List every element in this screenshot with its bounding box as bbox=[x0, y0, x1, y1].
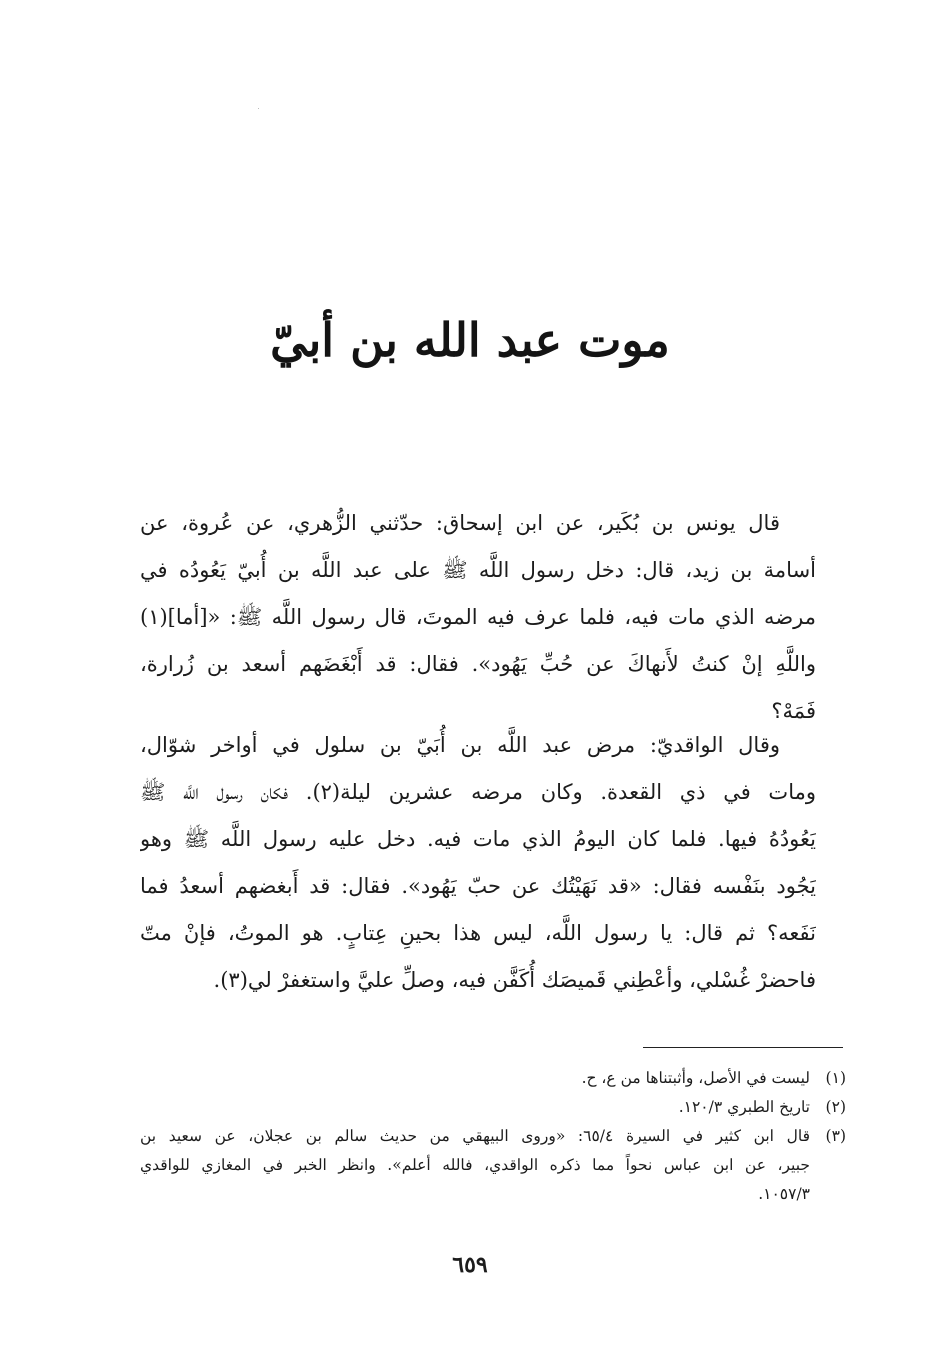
text-line: فاحضرْ غُسْلي، وأعْطِني قَميصَك أُكَفَّن فيه، وصلِّ عليَّ واستغفرْ لي(٣). bbox=[213, 968, 816, 992]
footnote-text bbox=[140, 1122, 810, 1209]
footnote-1 bbox=[140, 1064, 846, 1093]
text-line: أسامة بن زيد، قال: دخل رسول اللَّه ﷺ على عبد اللَّه بن أُبيّ يَعُودُه في bbox=[140, 558, 816, 582]
footnote-line: جبير، عن ابن عباس نحواً مما ذكره الواقدي، فالله أعلم». وانظر الخبر في المغازي للواقدي bbox=[140, 1156, 810, 1174]
footnote-number: (٢) bbox=[825, 1098, 846, 1116]
text-line: مرضه الذي مات فيه، فلما عرف فيه الموتَ، قال رسول اللَّه ﷺ: «[أما](١) bbox=[140, 605, 816, 629]
text-line: ومات في ذي القعدة. وكان مرضه عشرين ليلة(٢). فكان رسول اللَّه ﷺ bbox=[140, 780, 816, 804]
text-line: يَجُود بنَفْسه فقال: «قد نَهَيْتُك عن حبّ يَهُود». فقال: قد أَبغضهم أسعدُ فما bbox=[140, 874, 816, 898]
text-line: فَمَهْ؟ bbox=[771, 699, 816, 723]
paragraph-1 bbox=[140, 500, 816, 735]
text-line: وقال الواقديّ: مرض عبد اللَّه بن أُبَيّ بن سلول في أواخر شوّال، bbox=[140, 733, 780, 757]
text-line: نَفَعه؟ ثم قال: يا رسول اللَّه، ليس هذا بحينِ عِتابٍ. هو الموتُ، فإنْ متّ bbox=[140, 921, 816, 945]
page-number: ٦٥٩ bbox=[452, 1252, 488, 1278]
footnote-2 bbox=[140, 1093, 846, 1122]
text-line: واللَّهِ إنْ كنتُ لأَنهاكَ عن حُبِّ يَهُود». فقال: قد أَبْغَضَهم أسعد بن زُرارة، bbox=[140, 652, 816, 676]
footnote-text bbox=[140, 1064, 810, 1093]
text-line: قال يونس بن بُكَير، عن ابن إسحاق: حدّثني الزُّهري، عن عُروة، عن bbox=[140, 511, 780, 535]
text-line: يَعُودُهُ فيها. فلما كان اليومُ الذي مات فيه. دخل عليه رسول اللَّه ﷺ وهو bbox=[140, 827, 816, 851]
footnote-3 bbox=[140, 1122, 846, 1209]
footnote-number: (١) bbox=[825, 1069, 846, 1087]
footnote-line: تاريخ الطبري ١٢٠/٣. bbox=[678, 1098, 810, 1116]
footnotes bbox=[140, 1064, 846, 1209]
footnote-text bbox=[140, 1093, 810, 1122]
footnote-line: ليست في الأصل، وأثبتناها من ع، ح. bbox=[581, 1069, 810, 1087]
footnote-divider bbox=[643, 1047, 843, 1048]
paragraph-2 bbox=[140, 722, 816, 1004]
scan-speck bbox=[258, 108, 259, 109]
footnote-line: ١٠٥٧/٣. bbox=[758, 1185, 810, 1203]
footnote-number: (٣) bbox=[825, 1127, 846, 1145]
chapter-title: موت عبد الله بن أبيّ bbox=[270, 313, 670, 367]
footnote-line: قال ابن كثير في السيرة ٦٥/٤: «وروى البيهقي من حديث سالم بن عجلان، عن سعيد بن bbox=[140, 1127, 810, 1145]
